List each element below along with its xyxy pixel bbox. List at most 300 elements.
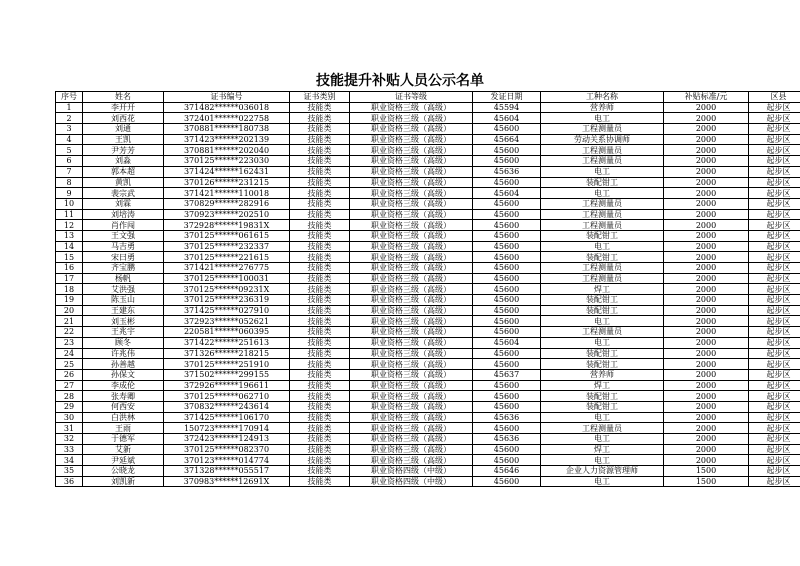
table-row	[56, 145, 800, 156]
cell-cert-level: 职业资格三级（高级）	[350, 220, 473, 231]
cell-name: 王兆宇	[83, 327, 164, 338]
cell-cert-number: 370125******100031	[164, 273, 290, 284]
header-name: 姓名	[83, 92, 164, 103]
cell-district: 起步区	[749, 263, 800, 274]
cell-district: 起步区	[749, 145, 800, 156]
cell-cert-level: 职业资格三级（高级）	[350, 348, 473, 359]
table-row	[56, 337, 800, 348]
cell-cert-level: 职业资格三级（高级）	[350, 295, 473, 306]
cell-cert-level: 职业资格三级（高级）	[350, 380, 473, 391]
cell-district: 起步区	[749, 198, 800, 209]
cell-cert-level: 职业资格三级（高级）	[350, 412, 473, 423]
table-row	[56, 156, 800, 167]
cell-issue-date: 45600	[473, 156, 541, 167]
cell-cert-level: 职业资格三级（高级）	[350, 391, 473, 402]
cell-subsidy-amount: 2000	[664, 423, 749, 434]
cell-name: 何西安	[83, 401, 164, 412]
table-row	[56, 134, 800, 145]
cell-cert-category: 技能类	[290, 369, 350, 380]
cell-cert-number: 370123******014774	[164, 455, 290, 466]
cell-job-title: 装配钳工	[541, 295, 664, 306]
cell-cert-number: 371425******027910	[164, 305, 290, 316]
cell-cert-level: 职业资格三级（高级）	[350, 113, 473, 124]
cell-cert-category: 技能类	[290, 359, 350, 370]
cell-subsidy-amount: 2000	[664, 273, 749, 284]
cell-cert-number: 370125******223030	[164, 156, 290, 167]
cell-district: 起步区	[749, 252, 800, 263]
table-row	[56, 166, 800, 177]
table-row	[56, 198, 800, 209]
cell-issue-date: 45637	[473, 369, 541, 380]
cell-district: 起步区	[749, 466, 800, 477]
cell-district: 起步区	[749, 359, 800, 370]
cell-district: 起步区	[749, 305, 800, 316]
table-row	[56, 113, 800, 124]
cell-cert-level: 职业资格三级（高级）	[350, 305, 473, 316]
cell-job-title: 工程测量员	[541, 209, 664, 220]
cell-district: 起步区	[749, 327, 800, 338]
cell-cert-number: 370125******09231X	[164, 284, 290, 295]
cell-district: 起步区	[749, 188, 800, 199]
cell-seq: 20	[56, 305, 83, 316]
cell-name: 尹芳芳	[83, 145, 164, 156]
cell-issue-date: 45600	[473, 455, 541, 466]
cell-cert-level: 职业资格三级（高级）	[350, 359, 473, 370]
cell-job-title: 装配钳工	[541, 252, 664, 263]
cell-job-title: 电工	[541, 188, 664, 199]
cell-cert-level: 职业资格三级（高级）	[350, 177, 473, 188]
cell-district: 起步区	[749, 156, 800, 167]
cell-name: 王建东	[83, 305, 164, 316]
cell-district: 起步区	[749, 434, 800, 445]
cell-district: 起步区	[749, 209, 800, 220]
cell-name: 王凯	[83, 134, 164, 145]
cell-cert-category: 技能类	[290, 295, 350, 306]
cell-name: 齐宝鹏	[83, 263, 164, 274]
cell-job-title: 营养师	[541, 369, 664, 380]
cell-job-title: 焊工	[541, 284, 664, 295]
cell-issue-date: 45636	[473, 412, 541, 423]
cell-cert-number: 372401******022758	[164, 113, 290, 124]
cell-issue-date: 45600	[473, 305, 541, 316]
table-row	[56, 305, 800, 316]
cell-name: 孙保文	[83, 369, 164, 380]
cell-cert-category: 技能类	[290, 466, 350, 477]
cell-name: 马吉勇	[83, 241, 164, 252]
cell-district: 起步区	[749, 177, 800, 188]
cell-job-title: 营养师	[541, 102, 664, 113]
cell-subsidy-amount: 1500	[664, 466, 749, 477]
cell-cert-category: 技能类	[290, 476, 350, 487]
cell-district: 起步区	[749, 113, 800, 124]
cell-cert-category: 技能类	[290, 316, 350, 327]
cell-seq: 32	[56, 434, 83, 445]
cell-job-title: 装配钳工	[541, 401, 664, 412]
table-row	[56, 359, 800, 370]
cell-issue-date: 45600	[473, 209, 541, 220]
cell-issue-date: 45604	[473, 113, 541, 124]
cell-cert-level: 职业资格三级（高级）	[350, 188, 473, 199]
cell-subsidy-amount: 2000	[664, 327, 749, 338]
cell-job-title: 装配钳工	[541, 348, 664, 359]
cell-seq: 30	[56, 412, 83, 423]
cell-cert-level: 职业资格四级（中级）	[350, 466, 473, 477]
cell-job-title: 工程测量员	[541, 156, 664, 167]
cell-cert-category: 技能类	[290, 348, 350, 359]
cell-subsidy-amount: 2000	[664, 401, 749, 412]
cell-issue-date: 45600	[473, 391, 541, 402]
table-header-row	[56, 92, 800, 103]
cell-issue-date: 45600	[473, 444, 541, 455]
header-district: 区县	[749, 92, 800, 103]
cell-seq: 24	[56, 348, 83, 359]
cell-seq: 33	[56, 444, 83, 455]
cell-subsidy-amount: 2000	[664, 412, 749, 423]
table-row	[56, 102, 800, 113]
cell-cert-number: 371423******202139	[164, 134, 290, 145]
cell-seq: 15	[56, 252, 83, 263]
table-row	[56, 476, 800, 487]
cell-cert-category: 技能类	[290, 391, 350, 402]
cell-seq: 16	[56, 263, 83, 274]
cell-issue-date: 45600	[473, 380, 541, 391]
cell-seq: 26	[56, 369, 83, 380]
table-row	[56, 455, 800, 466]
cell-cert-level: 职业资格三级（高级）	[350, 252, 473, 263]
cell-name: 黄凯	[83, 177, 164, 188]
cell-seq: 34	[56, 455, 83, 466]
header-subsidy-amount: 补贴标准/元	[664, 92, 749, 103]
cell-cert-category: 技能类	[290, 188, 350, 199]
cell-cert-level: 职业资格三级（高级）	[350, 263, 473, 274]
cell-district: 起步区	[749, 444, 800, 455]
cell-name: 杨帆	[83, 273, 164, 284]
cell-issue-date: 45600	[473, 359, 541, 370]
table-row	[56, 209, 800, 220]
cell-subsidy-amount: 2000	[664, 337, 749, 348]
header-cert-level: 证书等级	[350, 92, 473, 103]
cell-job-title: 电工	[541, 166, 664, 177]
cell-issue-date: 45600	[473, 295, 541, 306]
cell-name: 刘通	[83, 124, 164, 135]
cell-seq: 23	[56, 337, 83, 348]
cell-cert-number: 371326******218215	[164, 348, 290, 359]
cell-cert-category: 技能类	[290, 337, 350, 348]
cell-district: 起步区	[749, 476, 800, 487]
cell-subsidy-amount: 2000	[664, 124, 749, 135]
cell-name: 于德军	[83, 434, 164, 445]
table-row	[56, 124, 800, 135]
cell-issue-date: 45594	[473, 102, 541, 113]
cell-name: 刘凯新	[83, 476, 164, 487]
cell-issue-date: 45600	[473, 252, 541, 263]
cell-job-title: 装配钳工	[541, 230, 664, 241]
cell-cert-number: 370923******202510	[164, 209, 290, 220]
cell-issue-date: 45600	[473, 177, 541, 188]
cell-subsidy-amount: 2000	[664, 455, 749, 466]
cell-job-title: 工程测量员	[541, 327, 664, 338]
cell-cert-category: 技能类	[290, 252, 350, 263]
cell-job-title: 工程测量员	[541, 220, 664, 231]
table-row	[56, 263, 800, 274]
cell-district: 起步区	[749, 124, 800, 135]
cell-cert-number: 370881******180738	[164, 124, 290, 135]
header-cert-number: 证书编号	[164, 92, 290, 103]
cell-seq: 12	[56, 220, 83, 231]
cell-job-title: 焊工	[541, 380, 664, 391]
cell-seq: 22	[56, 327, 83, 338]
cell-district: 起步区	[749, 455, 800, 466]
cell-district: 起步区	[749, 284, 800, 295]
cell-subsidy-amount: 2000	[664, 134, 749, 145]
cell-cert-number: 370125******251910	[164, 359, 290, 370]
cell-subsidy-amount: 2000	[664, 188, 749, 199]
cell-cert-number: 220581******060395	[164, 327, 290, 338]
cell-issue-date: 45600	[473, 241, 541, 252]
table-row	[56, 348, 800, 359]
cell-cert-number: 370125******236319	[164, 295, 290, 306]
cell-cert-level: 职业资格三级（高级）	[350, 444, 473, 455]
cell-name: 陈玉山	[83, 295, 164, 306]
table-row	[56, 401, 800, 412]
cell-seq: 18	[56, 284, 83, 295]
cell-seq: 35	[56, 466, 83, 477]
cell-cert-level: 职业资格三级（高级）	[350, 166, 473, 177]
cell-subsidy-amount: 2000	[664, 359, 749, 370]
cell-cert-level: 职业资格三级（高级）	[350, 284, 473, 295]
cell-name: 刘培涛	[83, 209, 164, 220]
cell-district: 起步区	[749, 316, 800, 327]
cell-job-title: 装配钳工	[541, 391, 664, 402]
cell-name: 李成伦	[83, 380, 164, 391]
cell-district: 起步区	[749, 423, 800, 434]
cell-cert-number: 371421******110018	[164, 188, 290, 199]
table-row	[56, 434, 800, 445]
cell-job-title: 电工	[541, 113, 664, 124]
cell-subsidy-amount: 2000	[664, 284, 749, 295]
cell-subsidy-amount: 2000	[664, 209, 749, 220]
cell-seq: 25	[56, 359, 83, 370]
cell-job-title: 电工	[541, 241, 664, 252]
cell-job-title: 电工	[541, 316, 664, 327]
cell-subsidy-amount: 2000	[664, 295, 749, 306]
cell-name: 艾洪强	[83, 284, 164, 295]
cell-name: 尹延斌	[83, 455, 164, 466]
cell-district: 起步区	[749, 337, 800, 348]
cell-cert-number: 371421******276775	[164, 263, 290, 274]
table-row	[56, 327, 800, 338]
cell-name: 刘玉彬	[83, 316, 164, 327]
table-row	[56, 230, 800, 241]
cell-cert-level: 职业资格三级（高级）	[350, 209, 473, 220]
cell-issue-date: 45600	[473, 230, 541, 241]
cell-issue-date: 45600	[473, 284, 541, 295]
cell-job-title: 装配钳工	[541, 359, 664, 370]
cell-district: 起步区	[749, 220, 800, 231]
cell-cert-number: 370126******231215	[164, 177, 290, 188]
table-row	[56, 241, 800, 252]
header-seq: 序号	[56, 92, 83, 103]
cell-cert-category: 技能类	[290, 220, 350, 231]
cell-name: 郭本超	[83, 166, 164, 177]
cell-cert-category: 技能类	[290, 423, 350, 434]
cell-seq: 27	[56, 380, 83, 391]
cell-subsidy-amount: 2000	[664, 380, 749, 391]
cell-cert-number: 371424******162431	[164, 166, 290, 177]
table-row	[56, 316, 800, 327]
cell-district: 起步区	[749, 166, 800, 177]
cell-district: 起步区	[749, 241, 800, 252]
cell-cert-number: 370125******061615	[164, 230, 290, 241]
cell-cert-category: 技能类	[290, 284, 350, 295]
cell-name: 刘淼	[83, 156, 164, 167]
cell-cert-category: 技能类	[290, 241, 350, 252]
cell-cert-level: 职业资格三级（高级）	[350, 145, 473, 156]
cell-cert-category: 技能类	[290, 380, 350, 391]
cell-cert-category: 技能类	[290, 102, 350, 113]
cell-cert-level: 职业资格三级（高级）	[350, 156, 473, 167]
cell-name: 白洪林	[83, 412, 164, 423]
cell-name: 王文强	[83, 230, 164, 241]
cell-cert-level: 职业资格三级（高级）	[350, 230, 473, 241]
cell-seq: 2	[56, 113, 83, 124]
cell-issue-date: 45600	[473, 401, 541, 412]
cell-subsidy-amount: 2000	[664, 434, 749, 445]
cell-name: 宋曰勇	[83, 252, 164, 263]
cell-job-title: 电工	[541, 455, 664, 466]
cell-subsidy-amount: 2000	[664, 230, 749, 241]
table-row	[56, 466, 800, 477]
cell-cert-number: 371502******299155	[164, 369, 290, 380]
cell-cert-category: 技能类	[290, 177, 350, 188]
cell-cert-number: 372928******19831X	[164, 220, 290, 231]
cell-subsidy-amount: 2000	[664, 369, 749, 380]
cell-issue-date: 45636	[473, 166, 541, 177]
cell-seq: 11	[56, 209, 83, 220]
cell-issue-date: 45604	[473, 337, 541, 348]
cell-cert-category: 技能类	[290, 305, 350, 316]
cell-district: 起步区	[749, 391, 800, 402]
cell-seq: 4	[56, 134, 83, 145]
cell-issue-date: 45604	[473, 188, 541, 199]
cell-district: 起步区	[749, 369, 800, 380]
table-row	[56, 252, 800, 263]
cell-issue-date: 45600	[473, 476, 541, 487]
cell-cert-category: 技能类	[290, 230, 350, 241]
page-title: 技能提升补贴人员公示名单	[316, 73, 484, 89]
cell-seq: 5	[56, 145, 83, 156]
table-row	[56, 423, 800, 434]
cell-seq: 14	[56, 241, 83, 252]
cell-name: 张寿卿	[83, 391, 164, 402]
cell-cert-number: 370125******082370	[164, 444, 290, 455]
cell-name: 王雨	[83, 423, 164, 434]
cell-cert-level: 职业资格三级（高级）	[350, 455, 473, 466]
cell-cert-level: 职业资格三级（高级）	[350, 401, 473, 412]
cell-name: 孙善越	[83, 359, 164, 370]
cell-job-title: 电工	[541, 337, 664, 348]
cell-cert-number: 370983******12691X	[164, 476, 290, 487]
cell-cert-category: 技能类	[290, 134, 350, 145]
table-row	[56, 380, 800, 391]
cell-cert-category: 技能类	[290, 444, 350, 455]
cell-subsidy-amount: 2000	[664, 145, 749, 156]
cell-cert-level: 职业资格三级（高级）	[350, 369, 473, 380]
table-row	[56, 188, 800, 199]
cell-job-title: 焊工	[541, 444, 664, 455]
cell-cert-number: 371425******106170	[164, 412, 290, 423]
table-row	[56, 369, 800, 380]
table-row	[56, 295, 800, 306]
cell-job-title: 电工	[541, 476, 664, 487]
cell-cert-category: 技能类	[290, 209, 350, 220]
cell-name: 刘西花	[83, 113, 164, 124]
header-job-title: 工种名称	[541, 92, 664, 103]
cell-cert-category: 技能类	[290, 273, 350, 284]
cell-district: 起步区	[749, 401, 800, 412]
cell-job-title: 工程测量员	[541, 198, 664, 209]
cell-cert-number: 370125******221615	[164, 252, 290, 263]
cell-cert-category: 技能类	[290, 113, 350, 124]
cell-cert-category: 技能类	[290, 124, 350, 135]
cell-cert-category: 技能类	[290, 412, 350, 423]
cell-issue-date: 45600	[473, 263, 541, 274]
cell-seq: 31	[56, 423, 83, 434]
cell-cert-category: 技能类	[290, 145, 350, 156]
cell-cert-category: 技能类	[290, 198, 350, 209]
cell-cert-level: 职业资格三级（高级）	[350, 102, 473, 113]
cell-cert-category: 技能类	[290, 455, 350, 466]
cell-cert-category: 技能类	[290, 327, 350, 338]
cell-seq: 28	[56, 391, 83, 402]
cell-issue-date: 45600	[473, 273, 541, 284]
cell-subsidy-amount: 2000	[664, 391, 749, 402]
cell-cert-level: 职业资格三级（高级）	[350, 273, 473, 284]
cell-subsidy-amount: 2000	[664, 102, 749, 113]
cell-cert-number: 372423******124913	[164, 434, 290, 445]
cell-cert-number: 371328******055517	[164, 466, 290, 477]
cell-cert-level: 职业资格三级（高级）	[350, 316, 473, 327]
cell-job-title: 工程测量员	[541, 263, 664, 274]
table-row	[56, 273, 800, 284]
cell-district: 起步区	[749, 380, 800, 391]
cell-issue-date: 45600	[473, 145, 541, 156]
cell-job-title: 企业人力资源管理师	[541, 466, 664, 477]
cell-seq: 19	[56, 295, 83, 306]
cell-issue-date: 45600	[473, 423, 541, 434]
cell-job-title: 工程测量员	[541, 273, 664, 284]
cell-subsidy-amount: 2000	[664, 156, 749, 167]
cell-cert-level: 职业资格四级（中级）	[350, 476, 473, 487]
cell-issue-date: 45600	[473, 220, 541, 231]
cell-seq: 10	[56, 198, 83, 209]
cell-cert-number: 370881******202040	[164, 145, 290, 156]
cell-cert-number: 370832******243614	[164, 401, 290, 412]
cell-cert-level: 职业资格三级（高级）	[350, 124, 473, 135]
cell-seq: 8	[56, 177, 83, 188]
cell-seq: 3	[56, 124, 83, 135]
cell-cert-number: 370125******232337	[164, 241, 290, 252]
cell-issue-date: 45646	[473, 466, 541, 477]
cell-cert-level: 职业资格三级（高级）	[350, 327, 473, 338]
cell-name: 公晓龙	[83, 466, 164, 477]
cell-cert-category: 技能类	[290, 434, 350, 445]
cell-subsidy-amount: 2000	[664, 220, 749, 231]
cell-seq: 21	[56, 316, 83, 327]
cell-subsidy-amount: 2000	[664, 113, 749, 124]
header-cert-category: 证书类别	[290, 92, 350, 103]
table-row	[56, 412, 800, 423]
